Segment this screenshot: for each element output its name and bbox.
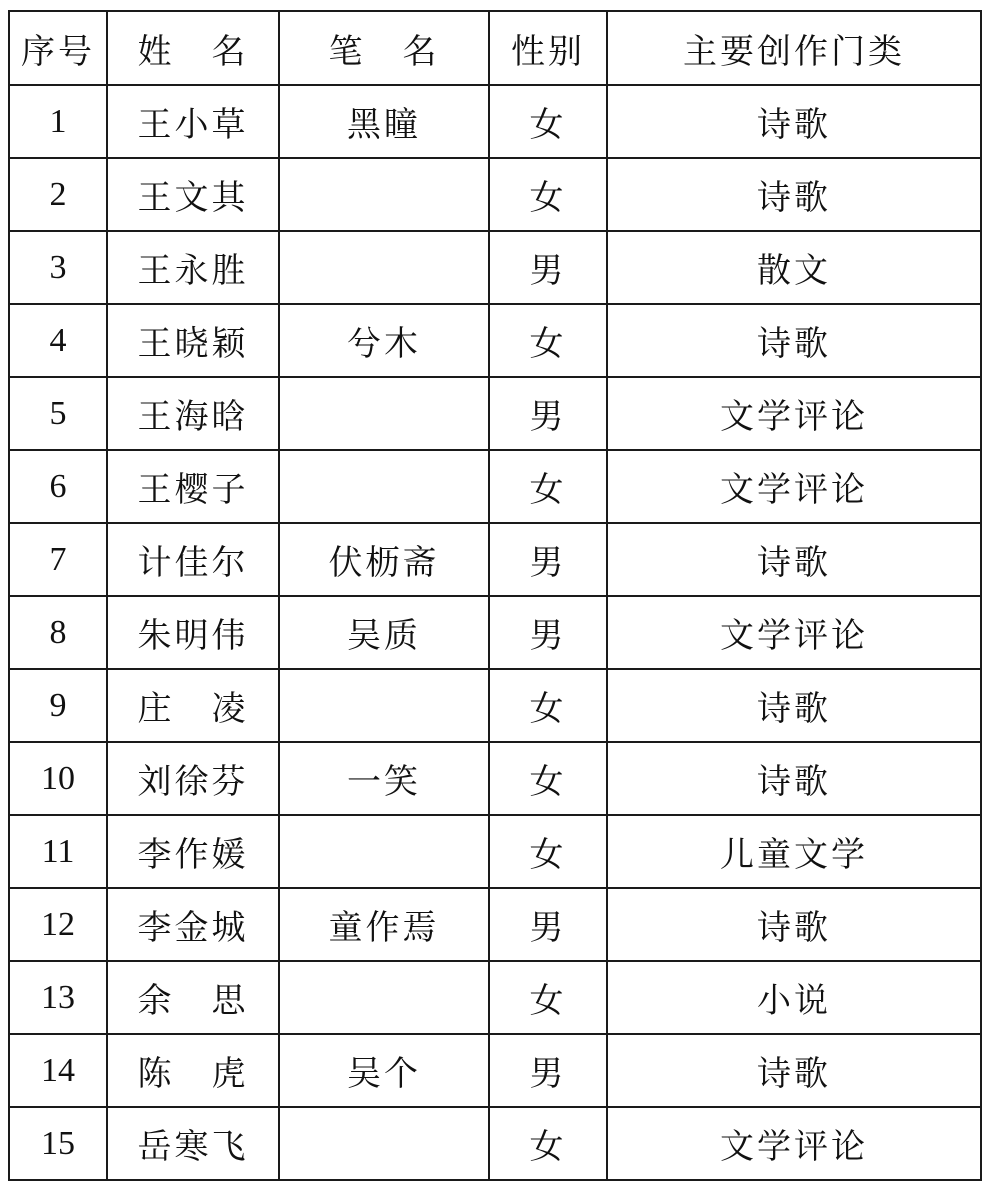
cell-pen-name [279, 961, 489, 1034]
table-row [9, 1034, 981, 1107]
cell-name: 岳寒飞 [107, 1107, 279, 1180]
cell-pen-name [279, 450, 489, 523]
cell-name: 计佳尔 [107, 523, 279, 596]
cell-name: 李金城 [107, 888, 279, 961]
cell-no: 3 [9, 231, 107, 304]
cell-genre: 诗歌 [607, 888, 981, 961]
header-pen-name: 笔 名 [279, 11, 489, 85]
cell-name: 庄 凌 [107, 669, 279, 742]
header-name: 姓 名 [107, 11, 279, 85]
cell-pen-name: 吴个 [279, 1034, 489, 1107]
cell-gender: 女 [489, 669, 607, 742]
cell-genre: 文学评论 [607, 450, 981, 523]
cell-genre: 文学评论 [607, 596, 981, 669]
table-row [9, 158, 981, 231]
cell-no: 4 [9, 304, 107, 377]
cell-gender: 女 [489, 742, 607, 815]
cell-genre: 文学评论 [607, 1107, 981, 1180]
cell-name: 陈 虎 [107, 1034, 279, 1107]
cell-genre: 小说 [607, 961, 981, 1034]
cell-pen-name [279, 815, 489, 888]
cell-gender: 女 [489, 450, 607, 523]
cell-genre: 散文 [607, 231, 981, 304]
cell-name: 李作媛 [107, 815, 279, 888]
cell-gender: 女 [489, 304, 607, 377]
cell-name: 王晓颖 [107, 304, 279, 377]
cell-pen-name [279, 377, 489, 450]
cell-gender: 女 [489, 1107, 607, 1180]
table-body [9, 85, 981, 1180]
cell-genre: 诗歌 [607, 742, 981, 815]
cell-no: 14 [9, 1034, 107, 1107]
cell-genre: 诗歌 [607, 523, 981, 596]
header-genre: 主要创作门类 [607, 11, 981, 85]
cell-name: 余 思 [107, 961, 279, 1034]
table-row [9, 450, 981, 523]
table-row [9, 961, 981, 1034]
table-row [9, 669, 981, 742]
cell-name: 王樱子 [107, 450, 279, 523]
cell-name: 王永胜 [107, 231, 279, 304]
cell-pen-name: 一笑 [279, 742, 489, 815]
cell-pen-name [279, 231, 489, 304]
cell-no: 15 [9, 1107, 107, 1180]
table-row [9, 888, 981, 961]
cell-genre: 文学评论 [607, 377, 981, 450]
cell-no: 6 [9, 450, 107, 523]
cell-pen-name: 黑瞳 [279, 85, 489, 158]
cell-pen-name [279, 158, 489, 231]
cell-genre: 儿童文学 [607, 815, 981, 888]
cell-gender: 男 [489, 231, 607, 304]
cell-no: 8 [9, 596, 107, 669]
table-row [9, 596, 981, 669]
cell-name: 王海晗 [107, 377, 279, 450]
cell-no: 5 [9, 377, 107, 450]
cell-pen-name: 兮木 [279, 304, 489, 377]
cell-gender: 女 [489, 85, 607, 158]
cell-gender: 男 [489, 377, 607, 450]
member-table-container [8, 10, 982, 1181]
table-header-row [9, 11, 981, 85]
table-row [9, 377, 981, 450]
cell-genre: 诗歌 [607, 1034, 981, 1107]
cell-genre: 诗歌 [607, 669, 981, 742]
cell-genre: 诗歌 [607, 304, 981, 377]
cell-pen-name: 伏枥斋 [279, 523, 489, 596]
cell-pen-name [279, 1107, 489, 1180]
cell-no: 9 [9, 669, 107, 742]
cell-name: 朱明伟 [107, 596, 279, 669]
cell-name: 王文其 [107, 158, 279, 231]
cell-pen-name [279, 669, 489, 742]
cell-no: 2 [9, 158, 107, 231]
cell-gender: 女 [489, 158, 607, 231]
cell-no: 11 [9, 815, 107, 888]
header-gender: 性别 [489, 11, 607, 85]
cell-no: 10 [9, 742, 107, 815]
cell-name: 刘徐芬 [107, 742, 279, 815]
cell-genre: 诗歌 [607, 85, 981, 158]
cell-no: 13 [9, 961, 107, 1034]
cell-no: 7 [9, 523, 107, 596]
cell-gender: 男 [489, 596, 607, 669]
header-no: 序号 [9, 11, 107, 85]
cell-genre: 诗歌 [607, 158, 981, 231]
cell-no: 12 [9, 888, 107, 961]
cell-gender: 男 [489, 1034, 607, 1107]
table-row [9, 742, 981, 815]
table-row [9, 523, 981, 596]
cell-gender: 男 [489, 523, 607, 596]
table-row [9, 231, 981, 304]
cell-gender: 女 [489, 815, 607, 888]
cell-pen-name: 童作焉 [279, 888, 489, 961]
cell-name: 王小草 [107, 85, 279, 158]
cell-gender: 女 [489, 961, 607, 1034]
table-row [9, 1107, 981, 1180]
cell-no: 1 [9, 85, 107, 158]
table-row [9, 85, 981, 158]
cell-gender: 男 [489, 888, 607, 961]
member-table [8, 10, 982, 1181]
table-row [9, 815, 981, 888]
table-row [9, 304, 981, 377]
cell-pen-name: 吴质 [279, 596, 489, 669]
